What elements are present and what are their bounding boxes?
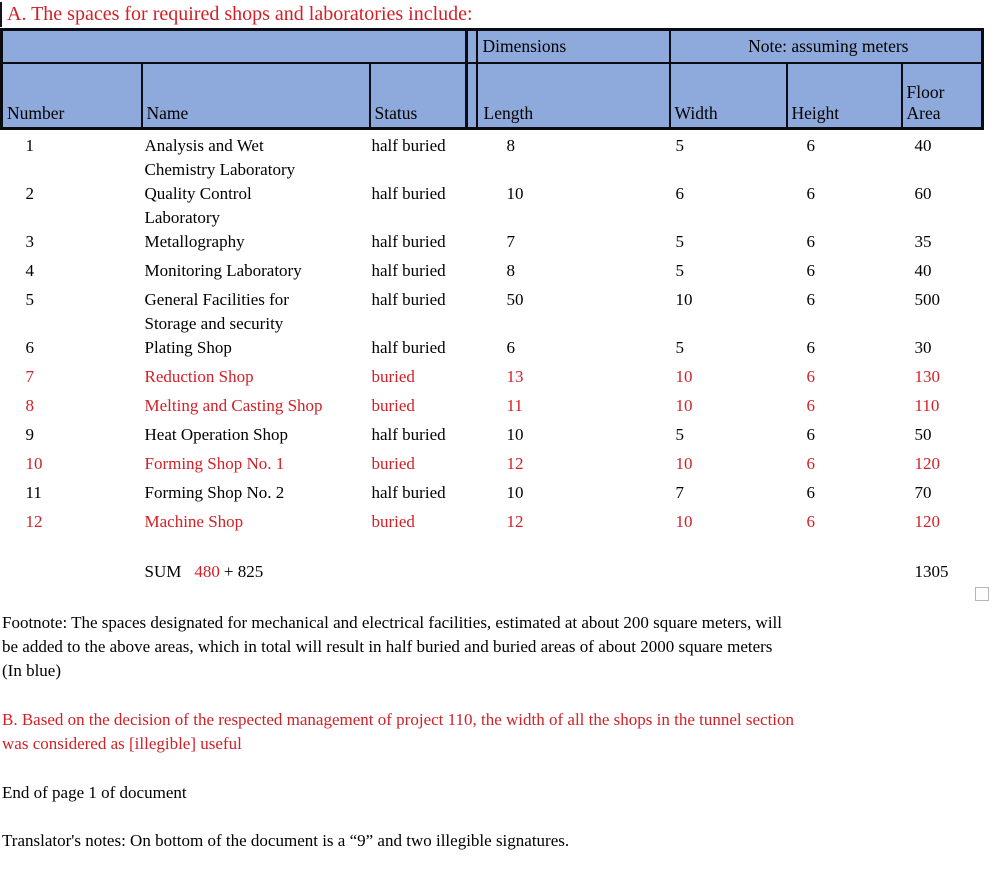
row-length: 11 <box>506 396 523 415</box>
row-height: 6 <box>806 425 816 444</box>
row-width: 10 <box>675 367 693 386</box>
header-divider-spacer <box>467 30 477 64</box>
row-height: 6 <box>806 290 816 309</box>
table-row <box>2 259 983 288</box>
row-number: 6 <box>25 338 34 357</box>
row-width: 5 <box>675 261 685 280</box>
row-spacer <box>467 423 477 452</box>
row-height: 6 <box>806 184 816 203</box>
row-status: half buried <box>371 136 446 155</box>
column-header-status: Status <box>370 63 467 129</box>
row-height: 6 <box>806 512 816 531</box>
row-spacer <box>467 365 477 394</box>
row-length: 50 <box>506 290 524 309</box>
row-status: half buried <box>371 483 446 502</box>
row-floor-area: 70 <box>914 483 932 502</box>
row-spacer <box>467 288 477 336</box>
translator-note: Translator's notes: On bottom of the document is a “9” and two illegible signatures. <box>2 831 570 850</box>
row-number: 8 <box>25 396 34 415</box>
row-floor-area: 30 <box>914 338 932 357</box>
row-length: 12 <box>506 512 524 531</box>
row-spacer <box>467 129 477 183</box>
row-width: 10 <box>675 290 693 309</box>
row-name: Plating Shop <box>144 338 232 357</box>
row-status: buried <box>371 454 415 473</box>
table-row <box>2 510 983 539</box>
shops-table <box>0 28 984 589</box>
table-footer <box>2 539 983 589</box>
row-length: 8 <box>506 261 516 280</box>
row-height: 6 <box>806 232 816 251</box>
header-group-dimensions: Dimensions <box>477 30 670 64</box>
row-spacer <box>467 481 477 510</box>
end-of-page-line: End of page 1 of document <box>2 783 187 802</box>
row-name: Melting and Casting Shop <box>144 396 323 415</box>
row-name: Quality Control Laboratory <box>144 184 252 227</box>
footnote: Footnote: The spaces designated for mechanical and electrical facilities, estimated at about 200 square meters, will be added to the above areas, which in total will result in half buried and buried areas of about 2000 square meters (In blue) <box>2 613 782 680</box>
row-height: 6 <box>806 136 816 155</box>
row-height: 6 <box>806 396 816 415</box>
column-header-length: Length <box>477 63 670 129</box>
row-floor-area: 50 <box>914 425 932 444</box>
table-row <box>2 230 983 259</box>
row-name: Forming Shop No. 1 <box>144 454 285 473</box>
row-status: half buried <box>371 338 446 357</box>
row-status: half buried <box>371 261 446 280</box>
row-width: 6 <box>675 184 685 203</box>
row-width: 5 <box>675 338 685 357</box>
row-floor-area: 35 <box>914 232 932 251</box>
row-width: 5 <box>675 425 685 444</box>
row-floor-area: 500 <box>914 290 941 309</box>
row-name: Reduction Shop <box>144 367 254 386</box>
section-b-paragraph: B. Based on the decision of the respected management of project 110, the width of all the shops in the tunnel section was considered as [illegible] useful <box>2 710 795 753</box>
row-name: Machine Shop <box>144 512 244 531</box>
row-length: 8 <box>506 136 516 155</box>
table-row <box>2 182 983 230</box>
column-header-floor-area: Floor Area <box>902 63 983 129</box>
row-name: Forming Shop No. 2 <box>144 483 285 502</box>
row-name: Analysis and Wet Chemistry Laboratory <box>144 136 296 179</box>
document-heading: A. The spaces for required shops and laboratories include: <box>0 2 1000 27</box>
header-divider-spacer <box>467 63 477 129</box>
row-spacer <box>467 230 477 259</box>
row-name: Heat Operation Shop <box>144 425 289 444</box>
table-row <box>2 129 983 183</box>
row-floor-area: 110 <box>914 396 940 415</box>
row-length: 10 <box>506 425 524 444</box>
row-floor-area: 60 <box>914 184 932 203</box>
row-length: 6 <box>506 338 516 357</box>
row-number: 12 <box>25 512 43 531</box>
table-body <box>2 129 983 540</box>
table-row <box>2 394 983 423</box>
row-spacer <box>467 336 477 365</box>
header-group-note: Note: assuming meters <box>670 30 983 64</box>
row-number: 7 <box>25 367 34 386</box>
row-length: 13 <box>506 367 524 386</box>
table-row <box>2 481 983 510</box>
row-width: 5 <box>675 136 685 155</box>
row-status: half buried <box>371 425 446 444</box>
row-floor-area: 120 <box>914 454 941 473</box>
column-header-number: Number <box>2 63 142 129</box>
row-number: 10 <box>25 454 43 473</box>
row-status: half buried <box>371 232 446 251</box>
row-floor-area: 130 <box>914 367 941 386</box>
row-length: 12 <box>506 454 524 473</box>
row-spacer <box>467 510 477 539</box>
table-row <box>2 423 983 452</box>
column-header-width: Width <box>670 63 787 129</box>
row-name: Monitoring Laboratory <box>144 261 302 280</box>
row-width: 5 <box>675 232 685 251</box>
row-number: 9 <box>25 425 34 444</box>
row-number: 1 <box>25 136 34 155</box>
sum-row <box>2 560 983 589</box>
sum-total: 1305 <box>914 562 949 581</box>
row-width: 10 <box>675 396 693 415</box>
sum-red-value: 480 <box>194 562 220 581</box>
row-width: 10 <box>675 512 693 531</box>
sum-label: SUM <box>144 562 182 581</box>
row-number: 4 <box>25 261 34 280</box>
row-floor-area: 120 <box>914 512 941 531</box>
row-spacer <box>467 182 477 230</box>
row-status: buried <box>371 396 415 415</box>
gap-row <box>2 539 983 560</box>
row-number: 5 <box>25 290 34 309</box>
table-row <box>2 288 983 336</box>
row-number: 11 <box>25 483 42 502</box>
row-status: half buried <box>371 290 446 309</box>
row-width: 10 <box>675 454 693 473</box>
empty-checkbox[interactable] <box>975 587 989 601</box>
column-header-name: Name <box>142 63 370 129</box>
row-spacer <box>467 452 477 481</box>
sum-row-values <box>142 560 902 589</box>
sum-black-value: + 825 <box>223 562 264 581</box>
row-height: 6 <box>806 483 816 502</box>
row-width: 7 <box>675 483 685 502</box>
row-name: General Facilities for Storage and security <box>144 290 289 333</box>
table-row <box>2 452 983 481</box>
table-header <box>2 30 983 129</box>
table-row <box>2 365 983 394</box>
row-name: Metallography <box>144 232 245 251</box>
row-number: 3 <box>25 232 34 251</box>
row-length: 7 <box>506 232 516 251</box>
row-spacer <box>467 259 477 288</box>
row-status: buried <box>371 512 415 531</box>
row-spacer <box>467 394 477 423</box>
row-length: 10 <box>506 184 524 203</box>
row-status: buried <box>371 367 415 386</box>
row-height: 6 <box>806 261 816 280</box>
column-header-height: Height <box>787 63 902 129</box>
row-number: 2 <box>25 184 34 203</box>
row-floor-area: 40 <box>914 136 932 155</box>
row-floor-area: 40 <box>914 261 932 280</box>
row-length: 10 <box>506 483 524 502</box>
row-height: 6 <box>806 338 816 357</box>
row-status: half buried <box>371 184 446 203</box>
row-height: 6 <box>806 367 816 386</box>
row-height: 6 <box>806 454 816 473</box>
header-empty-cell <box>2 30 467 64</box>
sum-row-number-cell <box>2 560 142 589</box>
table-row <box>2 336 983 365</box>
